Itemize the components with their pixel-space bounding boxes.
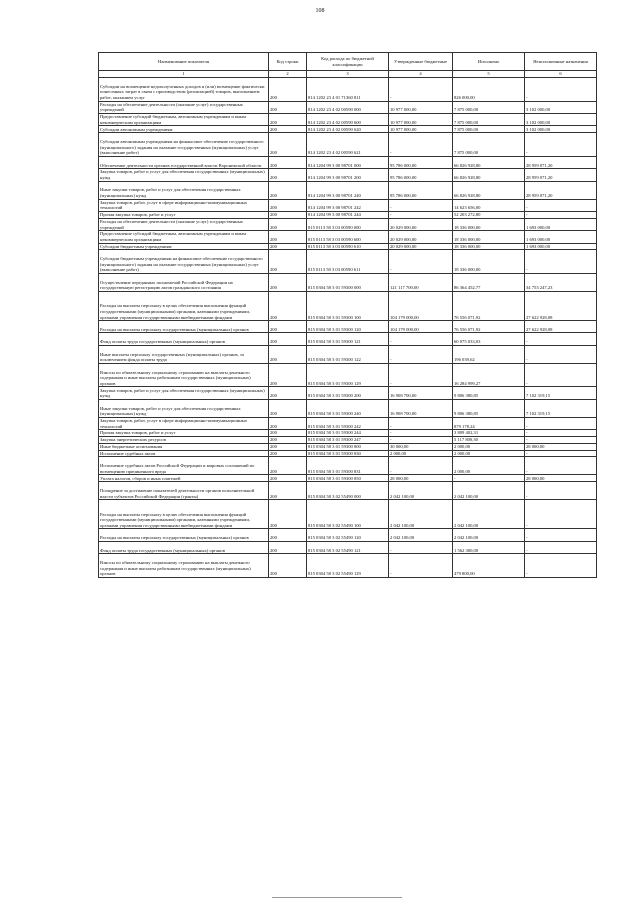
row-approved: - [389, 333, 453, 345]
row-name: Иные выплаты персоналу государственных (муниципальных) органов, за исключением фонда оплаты труда [99, 345, 269, 363]
row-executed: 76 556 071,92 [453, 321, 525, 333]
row-unexecuted: 28 000,00 [525, 443, 597, 450]
row-kbk: 815 0304 58 3 01 59300 120 [307, 321, 389, 333]
row-kbk: 815 0113 58 3 03 00590 000 [307, 218, 389, 230]
table-row [99, 417, 597, 429]
row-unexecuted: - [525, 529, 597, 541]
row-name: Расходы на выплаты персоналу государственных (муниципальных) органов [99, 529, 269, 541]
row-unexecuted: 3 102 000,00 [525, 113, 597, 125]
table-row [99, 133, 597, 157]
row-code: 200 [269, 101, 307, 113]
row-kbk: 814 1202 23 4 02 00590 600 [307, 113, 389, 125]
row-kbk: 814 1204 99 3 00 98701 200 [307, 169, 389, 181]
table-row [99, 181, 597, 199]
row-approved: 16 908 700,00 [389, 387, 453, 399]
row-executed: 5 117 800,30 [453, 437, 525, 444]
table-row [99, 231, 597, 243]
row-unexecuted: - [525, 541, 597, 553]
row-approved: 95 786 000,00 [389, 169, 453, 181]
row-code: 200 [269, 475, 307, 482]
row-unexecuted: 1 693 000,00 [525, 243, 597, 250]
table-row [99, 333, 597, 345]
row-executed: 18 336 000,00 [453, 218, 525, 230]
row-code: 200 [269, 231, 307, 243]
row-approved: - [389, 133, 453, 157]
row-code: 200 [269, 156, 307, 168]
row-kbk: 815 0304 58 3 01 59300 831 [307, 457, 389, 475]
row-executed: 2 000,00 [453, 450, 525, 457]
row-name: Иные бюджетные ассигнования [99, 443, 269, 450]
row-unexecuted: 28 000,00 [525, 475, 597, 482]
row-executed: 7 875 000,00 [453, 133, 525, 157]
row-code: 200 [269, 243, 307, 250]
row-unexecuted: - [525, 430, 597, 437]
row-code: 200 [269, 133, 307, 157]
row-executed: 1 562 300,00 [453, 541, 525, 553]
row-name: Прочая закупка товаров, работ и услуг [99, 430, 269, 437]
table-row [99, 541, 597, 553]
table-row [99, 500, 597, 529]
column-number: 5 [453, 71, 525, 78]
row-code: 200 [269, 529, 307, 541]
row-name: Иные закупки товаров, работ и услуг для обеспечения государственных (муниципальных) нужд [99, 399, 269, 417]
row-unexecuted: - [525, 133, 597, 157]
row-executed: 196 039,62 [453, 345, 525, 363]
row-executed: 66 826 928,80 [453, 181, 525, 199]
header-approved: Утвержденные бюджетные [389, 53, 453, 71]
row-kbk: 814 1204 99 3 00 98701 242 [307, 199, 389, 211]
row-unexecuted: 3 102 000,00 [525, 101, 597, 113]
row-approved: 10 977 000,00 [389, 101, 453, 113]
row-kbk: 815 0304 58 3 02 55490 120 [307, 529, 389, 541]
row-kbk: 815 0304 58 3 01 59300 100 [307, 291, 389, 320]
row-unexecuted: - [525, 450, 597, 457]
row-unexecuted: - [525, 78, 597, 102]
row-executed: - [453, 475, 525, 482]
row-name: Расходы на обеспечение деятельности (оказание услуг) государственных учреждений [99, 101, 269, 113]
row-code: 200 [269, 321, 307, 333]
row-code: 200 [269, 199, 307, 211]
row-code: 200 [269, 554, 307, 578]
row-kbk: 814 1204 99 3 00 98701 240 [307, 181, 389, 199]
row-approved: - [389, 345, 453, 363]
row-unexecuted: - [525, 457, 597, 475]
row-unexecuted: - [525, 363, 597, 387]
row-code: 200 [269, 181, 307, 199]
row-executed: 479 800,00 [453, 554, 525, 578]
row-name: Субсидии бюджетным учреждениям на финансовое обеспечение государственного (муниципального) задания на оказание государственных (муниципальных) услуг (выполнение работ) [99, 250, 269, 274]
table-row [99, 443, 597, 450]
row-code: 200 [269, 541, 307, 553]
row-kbk: 814 1202 23 4 02 00590 000 [307, 101, 389, 113]
row-kbk: 814 1202 23 4 01 71360 811 [307, 78, 389, 102]
row-name: Поощрение за достижение показателей деятельности органов исполнительной власти субъектов Российской Федерации (гранты) [99, 482, 269, 500]
row-unexecuted: 27 622 928,08 [525, 291, 597, 320]
table-row [99, 291, 597, 320]
row-code: 200 [269, 250, 307, 274]
row-executed: 18 336 000,00 [453, 243, 525, 250]
table-row [99, 113, 597, 125]
row-executed: 2 042 100,00 [453, 500, 525, 529]
table-row [99, 169, 597, 181]
header-unexecuted: Неисполненные назначения [525, 53, 597, 71]
column-number-row [99, 71, 597, 78]
row-unexecuted: 7 102 319,15 [525, 399, 597, 417]
table-row [99, 387, 597, 399]
row-kbk: 814 1204 99 3 00 98701 000 [307, 156, 389, 168]
column-number: 1 [99, 71, 269, 78]
row-kbk: 815 0304 58 3 01 59300 129 [307, 363, 389, 387]
header-executed: Исполнено [453, 53, 525, 71]
row-approved: 104 179 000,00 [389, 321, 453, 333]
row-kbk: 814 1204 99 3 00 98701 244 [307, 211, 389, 218]
header-indicator: Наименование показателя [99, 53, 269, 71]
row-executed: 86 364 452,77 [453, 273, 525, 291]
table-row [99, 273, 597, 291]
row-kbk: 814 1202 23 4 02 00590 620 [307, 126, 389, 133]
row-code: 200 [269, 437, 307, 444]
row-unexecuted: - [525, 417, 597, 429]
table-row [99, 243, 597, 250]
row-approved: - [389, 554, 453, 578]
row-kbk: 814 1202 23 4 02 00590 621 [307, 133, 389, 157]
row-kbk: 815 0304 58 3 01 59300 240 [307, 399, 389, 417]
row-name: Закупка товаров, работ и услуг для обеспечения государственных (муниципальных) нужд [99, 169, 269, 181]
row-executed: 60 075 033,03 [453, 333, 525, 345]
row-kbk: 815 0304 58 3 01 59300 122 [307, 345, 389, 363]
row-name: Исполнение судебных актов [99, 450, 269, 457]
row-name: Закупка товаров, работ, услуг в сфере информационно-коммуникационных технологий [99, 199, 269, 211]
row-approved: - [389, 437, 453, 444]
row-kbk: 815 0304 58 3 02 55490 121 [307, 541, 389, 553]
row-kbk: 815 0113 58 3 03 00590 600 [307, 231, 389, 243]
column-number: 2 [269, 71, 307, 78]
header-row [99, 53, 597, 71]
row-kbk: 815 0304 58 3 01 59300 242 [307, 417, 389, 429]
row-name: Предоставление субсидий бюджетным, автономным учреждениям и иным некоммерческим организациям [99, 231, 269, 243]
row-code: 200 [269, 457, 307, 475]
row-executed: 2 000,00 [453, 457, 525, 475]
table-row [99, 475, 597, 482]
row-unexecuted: 7 102 319,15 [525, 387, 597, 399]
row-executed: 2 042 100,00 [453, 482, 525, 500]
row-name: Закупка товаров, работ и услуг для обеспечения государственных (муниципальных) нужд [99, 387, 269, 399]
row-approved: 121 117 700,00 [389, 273, 453, 291]
row-name: Расходы на выплаты персоналу государственных (муниципальных) органов [99, 321, 269, 333]
budget-execution-table [98, 52, 597, 578]
row-unexecuted: 1 693 000,00 [525, 218, 597, 230]
row-approved: - [389, 199, 453, 211]
row-kbk: 815 0304 58 3 01 59300 000 [307, 273, 389, 291]
row-name: Обеспечение деятельности органов государственной власти Воронежской области [99, 156, 269, 168]
row-approved: 10 977 000,00 [389, 126, 453, 133]
table-body [99, 78, 597, 578]
row-code: 200 [269, 482, 307, 500]
row-approved: 10 977 000,00 [389, 113, 453, 125]
row-name: Субсидии автономным учреждениям [99, 126, 269, 133]
row-executed: 18 336 000,00 [453, 231, 525, 243]
row-code: 200 [269, 430, 307, 437]
row-code: 200 [269, 399, 307, 417]
row-executed: 826 000,00 [453, 78, 525, 102]
row-unexecuted: - [525, 250, 597, 274]
row-code: 200 [269, 450, 307, 457]
row-executed: 9 806 380,85 [453, 399, 525, 417]
row-name: Уплата налогов, сборов и иных платежей [99, 475, 269, 482]
row-approved: 2 042 100,00 [389, 500, 453, 529]
row-executed: 66 826 928,80 [453, 169, 525, 181]
row-name: Фонд оплаты труда государственных (муниципальных) органов [99, 333, 269, 345]
row-name: Расходы на выплаты персоналу в целях обеспечения выполнения функций государственными (муниципальными) органами, казенными учреждениями, органами управления государственными внебюджетными фондами [99, 291, 269, 320]
row-executed: 66 826 928,80 [453, 156, 525, 168]
row-kbk: 815 0113 58 3 03 00590 611 [307, 250, 389, 274]
row-code: 200 [269, 211, 307, 218]
row-code: 200 [269, 387, 307, 399]
row-approved: 95 786 000,00 [389, 181, 453, 199]
column-number: 3 [307, 71, 389, 78]
row-executed: 14 623 656,00 [453, 199, 525, 211]
table-row [99, 430, 597, 437]
table-row [99, 126, 597, 133]
row-code: 200 [269, 417, 307, 429]
row-executed: 7 875 000,00 [453, 101, 525, 113]
table-row [99, 321, 597, 333]
table-row [99, 250, 597, 274]
row-approved: 2 042 100,00 [389, 482, 453, 500]
row-unexecuted: 28 959 071,20 [525, 156, 597, 168]
row-executed: 7 875 000,00 [453, 126, 525, 133]
table-row [99, 218, 597, 230]
row-unexecuted: - [525, 437, 597, 444]
row-unexecuted: 34 753 247,23 [525, 273, 597, 291]
row-unexecuted: - [525, 554, 597, 578]
table-row [99, 457, 597, 475]
row-approved: 2 000,00 [389, 450, 453, 457]
row-approved: 104 179 000,00 [389, 291, 453, 320]
row-kbk: 815 0304 58 3 01 59300 247 [307, 437, 389, 444]
row-name: Осуществление переданных полномочий Российской Федерации на государственную регистрацию актов гражданского состояния [99, 273, 269, 291]
row-unexecuted: - [525, 482, 597, 500]
row-kbk: 815 0304 58 3 01 59300 200 [307, 387, 389, 399]
row-code: 200 [269, 78, 307, 102]
row-kbk: 815 0304 58 3 02 55490 100 [307, 500, 389, 529]
row-approved: 20 029 000,00 [389, 231, 453, 243]
row-code: 200 [269, 443, 307, 450]
row-code: 200 [269, 126, 307, 133]
row-approved: - [389, 78, 453, 102]
row-name: Взносы по обязательному социальному страхованию на выплаты денежного содержания и иные выплаты работникам государственных (муниципальных) органов [99, 554, 269, 578]
row-approved: 20 029 000,00 [389, 243, 453, 250]
row-kbk: 815 0304 58 3 01 59300 850 [307, 475, 389, 482]
row-unexecuted: - [525, 211, 597, 218]
row-name: Субсидии на возмещение недополученных доходов и (или) возмещение фактически понесенных затрат в связи с производством (реализацией) товаров, выполнением работ, оказанием услуг [99, 78, 269, 102]
row-unexecuted: - [525, 500, 597, 529]
column-number: 4 [389, 71, 453, 78]
footer-divider [272, 897, 402, 898]
row-code: 200 [269, 113, 307, 125]
row-executed: 76 556 071,92 [453, 291, 525, 320]
table-row [99, 529, 597, 541]
row-name: Расходы на выплаты персоналу в целях обеспечения выполнения функций государственными (муниципальными) органами, казенными учреждениями, органами управления государственными внебюджетными фондами [99, 500, 269, 529]
row-name: Субсидии автономным учреждениям на финансовое обеспечение государственного (муниципального) задания на оказание государственных (муниципальных) услуг (выполнение работ) [99, 133, 269, 157]
row-approved: - [389, 250, 453, 274]
row-name: Закупка энергетических ресурсов [99, 437, 269, 444]
row-approved: 30 000,00 [389, 443, 453, 450]
row-unexecuted: 3 102 000,00 [525, 126, 597, 133]
row-name: Расходы на обеспечение деятельности (оказание услуг) государственных учреждений [99, 218, 269, 230]
row-executed: 9 806 380,85 [453, 387, 525, 399]
table-row [99, 437, 597, 444]
table-row [99, 363, 597, 387]
row-executed: 16 284 999,27 [453, 363, 525, 387]
row-kbk: 815 0304 58 3 02 55490 129 [307, 554, 389, 578]
row-executed: 18 336 000,00 [453, 250, 525, 274]
row-executed: 52 203 272,80 [453, 211, 525, 218]
row-kbk: 815 0304 58 3 01 59300 121 [307, 333, 389, 345]
row-name: Иные закупки товаров, работ и услуг для обеспечения государственных (муниципальных) нужд [99, 181, 269, 199]
row-unexecuted: - [525, 345, 597, 363]
row-code: 200 [269, 500, 307, 529]
table-row [99, 450, 597, 457]
row-unexecuted: 1 693 000,00 [525, 231, 597, 243]
table-row [99, 156, 597, 168]
row-code: 200 [269, 218, 307, 230]
table-row [99, 199, 597, 211]
row-name: Прочая закупка товаров, работ и услуг [99, 211, 269, 218]
row-code: 200 [269, 345, 307, 363]
row-kbk: 815 0304 58 3 02 55490 000 [307, 482, 389, 500]
row-approved: - [389, 211, 453, 218]
row-unexecuted: 28 959 071,20 [525, 169, 597, 181]
row-code: 200 [269, 273, 307, 291]
row-approved: 28 000,00 [389, 475, 453, 482]
row-name: Фонд оплаты труда государственных (муниципальных) органов [99, 541, 269, 553]
row-approved: 95 786 000,00 [389, 156, 453, 168]
row-unexecuted: 27 622 928,08 [525, 321, 597, 333]
row-kbk: 815 0304 58 3 01 59300 830 [307, 450, 389, 457]
row-approved: - [389, 363, 453, 387]
row-executed: 2 000,00 [453, 443, 525, 450]
row-name: Взносы по обязательному социальному страхованию на выплаты денежного содержания и иные выплаты работникам государственных (муниципальных) органов [99, 363, 269, 387]
table-row [99, 482, 597, 500]
row-unexecuted: 28 959 071,20 [525, 181, 597, 199]
row-code: 200 [269, 363, 307, 387]
row-kbk: 815 0113 58 3 03 00590 610 [307, 243, 389, 250]
row-approved: - [389, 457, 453, 475]
header-kbk: Код расхода по бюджетной классификации [307, 53, 389, 71]
row-executed: 879 178,24 [453, 417, 525, 429]
row-kbk: 815 0304 58 3 01 59300 244 [307, 430, 389, 437]
row-approved: 20 029 000,00 [389, 218, 453, 230]
row-name: Исполнение судебных актов Российской Федерации и мировых соглашений по возмещению причиненного вреда [99, 457, 269, 475]
table-row [99, 211, 597, 218]
row-executed: 2 042 100,00 [453, 529, 525, 541]
row-name: Предоставление субсидий бюджетным, автономным учреждениям и иным некоммерческим организациям [99, 113, 269, 125]
row-code: 200 [269, 333, 307, 345]
column-number: 6 [525, 71, 597, 78]
row-name: Субсидии бюджетным учреждениям [99, 243, 269, 250]
page-number: 108 [315, 8, 325, 14]
table-row [99, 101, 597, 113]
table-row [99, 78, 597, 102]
header-row-code: Код строки [269, 53, 307, 71]
row-approved: 16 908 700,00 [389, 399, 453, 417]
row-kbk: 815 0304 58 3 01 59300 800 [307, 443, 389, 450]
row-unexecuted: - [525, 333, 597, 345]
row-approved: 2 042 100,00 [389, 529, 453, 541]
table-row [99, 554, 597, 578]
row-approved: - [389, 430, 453, 437]
row-approved: - [389, 541, 453, 553]
row-name: Закупка товаров, работ, услуг в сфере информационно-коммуникационных технологий [99, 417, 269, 429]
table-row [99, 399, 597, 417]
row-approved: - [389, 417, 453, 429]
row-code: 200 [269, 291, 307, 320]
row-executed: 7 875 000,00 [453, 113, 525, 125]
row-unexecuted: - [525, 199, 597, 211]
table-row [99, 345, 597, 363]
row-executed: 3 809 402,31 [453, 430, 525, 437]
row-code: 200 [269, 169, 307, 181]
